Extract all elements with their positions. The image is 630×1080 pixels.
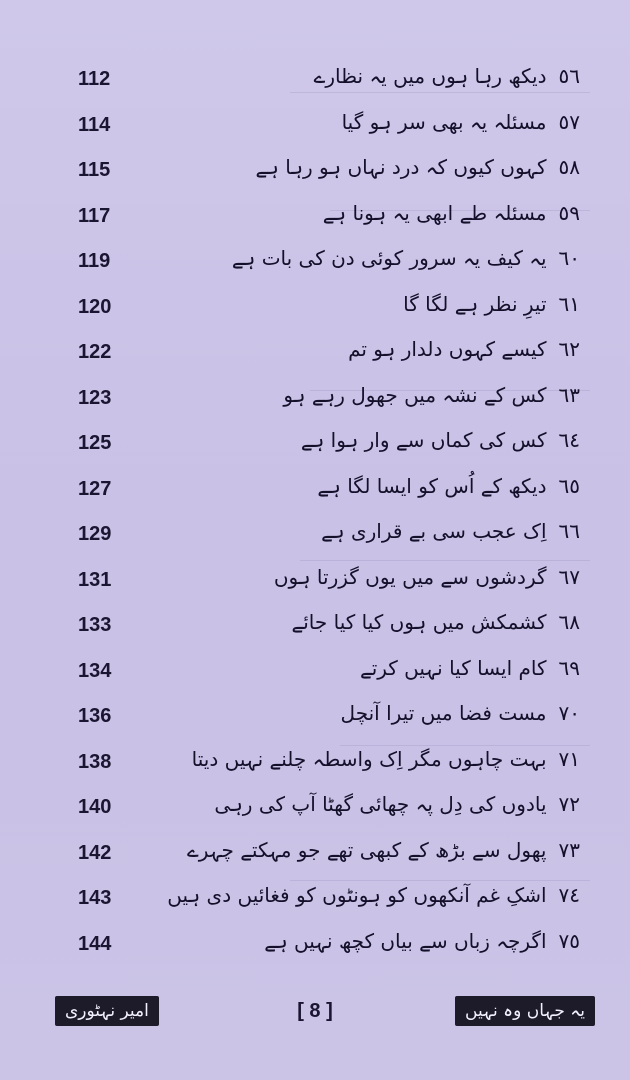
toc-entry-title: کشمکش میں ہوں کیا کیا جائے xyxy=(291,610,547,634)
toc-entry-number: ٦٥ xyxy=(558,473,580,498)
toc-page-number: 140 xyxy=(78,796,112,818)
toc-page-number: 115 xyxy=(78,159,111,181)
toc-entry-number: ٦٣ xyxy=(558,382,580,407)
toc-entry xyxy=(360,656,580,680)
toc-entry xyxy=(403,292,580,316)
toc-page-number: 143 xyxy=(78,887,112,909)
toc-entry-title: اِک عجب سی بے قراری ہے xyxy=(321,519,547,543)
toc-row xyxy=(0,60,630,100)
toc-entry-title: تیرِ نظر ہے لگا گا xyxy=(403,291,547,316)
toc-entry xyxy=(301,428,580,452)
toc-entry-title: اگرچہ زباں سے بیاں کچھ نہیں ہے xyxy=(264,928,547,953)
toc-entry-number: ٧١ xyxy=(558,746,580,771)
toc-entry xyxy=(187,838,580,862)
toc-entry-number: ٦٦ xyxy=(558,519,580,543)
toc-entry xyxy=(317,474,580,498)
toc-page-number: 127 xyxy=(78,477,112,500)
toc-entry-number: ٦١ xyxy=(558,291,580,316)
toc-entry-title: کیسے کہوں دلدار ہو تم xyxy=(348,337,547,361)
toc-entry-title: مست فضا میں تیرا آنچل xyxy=(340,701,547,725)
toc-entry-number: ٧٤ xyxy=(558,883,580,907)
toc-entry-title: کس کی کماں سے وار ہوا ہے xyxy=(300,428,547,452)
toc-row xyxy=(0,788,630,828)
toc-row xyxy=(0,424,630,464)
toc-entry-title: اشکِ غم آنکھوں کو ہونٹوں کو فغائیں دی ہیں xyxy=(167,883,547,907)
toc-page-number: 122 xyxy=(78,341,112,363)
toc-entry-title: یہ کیف یہ سرور کوئی دن کی بات ہے xyxy=(231,246,547,270)
toc-entry-title: مسئلہ یہ بھی سر ہو گیا xyxy=(341,109,547,134)
toc-entry-title: گردشوں سے میں یوں گزرتا ہوں xyxy=(273,564,547,589)
toc-row xyxy=(0,925,630,965)
toc-entry xyxy=(314,64,580,88)
toc-entry xyxy=(167,883,580,907)
toc-entry xyxy=(214,792,580,816)
toc-page-number: 134 xyxy=(78,659,112,682)
toc-page-number: 133 xyxy=(78,614,112,636)
toc-entry-number: ٧٥ xyxy=(558,928,580,953)
toc-row xyxy=(0,652,630,692)
author-label: امیر نہٹوری xyxy=(55,996,159,1026)
toc-row xyxy=(0,515,630,555)
toc-page-number: 119 xyxy=(78,250,111,272)
toc-page-number: 123 xyxy=(78,386,112,409)
toc-entry-title: کہوں کیوں کہ درد نہاں ہو رہا ہے xyxy=(255,155,547,179)
toc-entry-number: ٧٠ xyxy=(558,701,580,725)
page-folio: [ 8 ] xyxy=(297,1000,333,1022)
toc-page-number: 142 xyxy=(78,841,112,864)
toc-entry xyxy=(192,747,580,771)
toc-page-number: 138 xyxy=(78,750,112,773)
toc-row xyxy=(0,197,630,237)
toc-entry xyxy=(274,565,580,589)
toc-entry-title: کام ایسا کیا نہیں کرتے xyxy=(359,655,547,680)
toc-page-number: 144 xyxy=(78,932,112,955)
toc-entry-title: بہت چاہوں مگر اِک واسطہ چلنے نہیں دیتا xyxy=(191,746,547,771)
toc-entry xyxy=(255,155,580,179)
toc-entry-title: کس کے نشہ میں جھول رہے ہو xyxy=(283,382,547,407)
toc-page-number: 120 xyxy=(78,295,112,318)
toc-entry xyxy=(232,246,580,270)
toc-row xyxy=(0,470,630,510)
toc-entry-title: دیکھ کے اُس کو ایسا لگا ہے xyxy=(317,473,547,498)
toc-entry-number: ٦٠ xyxy=(558,246,580,270)
toc-page-number: 114 xyxy=(78,113,111,136)
toc-row xyxy=(0,879,630,919)
toc-entry-title: دیکھ رہا ہوں میں یہ نظارے xyxy=(313,64,547,88)
toc-page-number: 125 xyxy=(78,432,112,454)
toc-row xyxy=(0,333,630,373)
toc-entry xyxy=(292,610,581,634)
toc-entry xyxy=(321,519,580,543)
toc-entry xyxy=(348,337,580,361)
toc-entry-number: ٧٣ xyxy=(558,837,580,862)
toc-entry-number: ٥٨ xyxy=(558,155,580,179)
book-title-label: یہ جہاں وہ نہیں xyxy=(455,996,595,1026)
toc-entry xyxy=(342,110,580,134)
toc-entry xyxy=(264,929,580,953)
toc-entry-number: ٦٨ xyxy=(558,610,580,634)
toc-row xyxy=(0,379,630,419)
toc-page-number: 136 xyxy=(78,705,112,727)
toc-row xyxy=(0,288,630,328)
toc-entry-number: ٥٩ xyxy=(558,200,580,225)
toc-row xyxy=(0,561,630,601)
toc-page-number: 131 xyxy=(78,568,112,591)
toc-entry xyxy=(323,201,580,225)
toc-row xyxy=(0,697,630,737)
toc-row xyxy=(0,106,630,146)
toc-entry-title: پھول سے بڑھ کے کبھی تھے جو مہکتے چہرے xyxy=(187,837,547,862)
toc-row xyxy=(0,834,630,874)
toc-entry-number: ٦٧ xyxy=(558,564,580,589)
toc-entry-number: ٦٢ xyxy=(558,337,580,361)
toc-row xyxy=(0,606,630,646)
toc-entry-number: ٥٦ xyxy=(558,64,580,88)
toc-row xyxy=(0,743,630,783)
toc-entry-title: یادوں کی دِل پہ چھائی گھٹا آپ کی رہی xyxy=(214,792,547,816)
toc-entry xyxy=(341,701,580,725)
toc-page-number: 112 xyxy=(78,68,111,90)
toc-row xyxy=(0,151,630,191)
toc-entry-number: ٦٩ xyxy=(558,655,580,680)
toc-page-number: 117 xyxy=(78,204,111,227)
toc-entry-number: ٧٢ xyxy=(558,792,580,816)
toc-row xyxy=(0,242,630,282)
page-footer xyxy=(0,990,630,1040)
toc-entry-number: ٦٤ xyxy=(558,428,580,452)
toc-entry-number: ٥٧ xyxy=(558,109,580,134)
toc-entry-title: مسئلہ طے ابھی یہ ہونا ہے xyxy=(322,200,547,225)
toc-entry xyxy=(283,383,580,407)
toc-page-number: 129 xyxy=(78,523,112,545)
